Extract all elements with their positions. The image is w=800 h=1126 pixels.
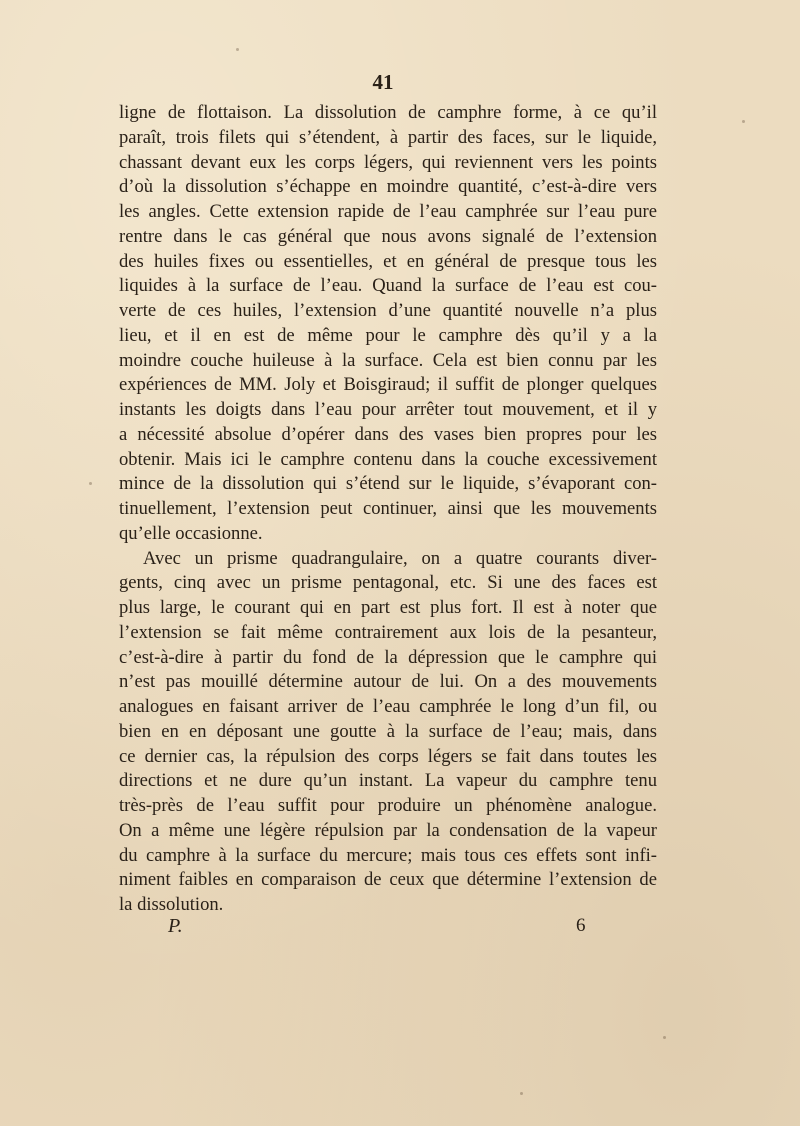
text-line: niment faibles en comparaison de ceux que détermine l’extension de — [119, 869, 657, 891]
text-line: expériences de MM. Joly et Boisgiraud; il suffit de plonger quelques — [119, 374, 657, 396]
text-line: n’est pas mouillé détermine autour de lui. On a des mouvements — [119, 671, 657, 693]
text-line: rentre dans le cas général que nous avons signalé de l’extension — [119, 225, 657, 247]
text-line: gents, cinq avec un prisme pentagonal, etc. Si une des faces est — [119, 572, 657, 594]
text-line: bien en en déposant une goutte à la surface de l’eau; mais, dans — [119, 720, 657, 742]
text-line: d’où la dissolution s’échappe en moindre quantité, c’est-à-dire vers — [119, 176, 657, 198]
text-line: chassant devant eux les corps légers, qui reviennent vers les points — [119, 151, 657, 173]
text-line: les angles. Cette extension rapide de l’eau camphrée sur l’eau pure — [119, 201, 657, 222]
text-line: plus large, le courant qui en part est plus fort. Il est à noter que — [119, 597, 657, 618]
text-line: directions et ne dure qu’un instant. La vapeur du camphre tenu — [119, 770, 657, 792]
text-line: mince de la dissolution qui s’étend sur le liquide, s’évaporant con- — [119, 473, 657, 495]
text-line: des huiles fixes ou essentielles, et en général de presque tous les — [119, 250, 657, 272]
text-line: lieu, et il en est de même pour le camphre dès qu’il y a la — [119, 324, 657, 346]
text-line: l’extension se fait même contrairement aux lois de la pesanteur, — [119, 621, 657, 643]
text-line: On a même une légère répulsion par la condensation de la vapeur — [119, 819, 657, 841]
page-number: 41 — [372, 70, 394, 94]
signature-mark: P. — [168, 915, 183, 937]
text-line: c’est-à-dire à partir du fond de la dépression que le camphre qui — [119, 646, 657, 668]
text-line: qu’elle occasionne. — [119, 522, 263, 544]
text-line: du camphre à la surface du mercure; mais tous ces effets sont infi- — [119, 844, 657, 866]
text-line: Avec un prisme quadrangulaire, on a quatre courants diver- — [143, 547, 657, 569]
text-line: la dissolution. — [119, 894, 224, 915]
text-line: moindre couche huileuse à la surface. Cela est bien connu par les — [119, 349, 657, 371]
paper-speck — [520, 1092, 523, 1095]
paper-speck — [89, 482, 92, 485]
text-line: instants les doigts dans l’eau pour arrêter tout mouvement, et il y — [119, 399, 657, 420]
paper-speck — [742, 120, 745, 123]
text-line: a nécessité absolue d’opérer dans des vases bien propres pour les — [119, 423, 657, 445]
text-line: verte de ces huiles, l’extension d’une quantité nouvelle n’a plus — [119, 300, 657, 321]
text-line: paraît, trois filets qui s’étendent, à partir des faces, sur le liquide, — [119, 126, 657, 148]
text-line: très-près de l’eau suffit pour produire un phénomène analogue. — [119, 795, 657, 816]
text-line: analogues en faisant arriver de l’eau camphrée le long d’un fil, ou — [119, 696, 657, 717]
text-line: obtenir. Mais ici le camphre contenu dans la couche excessivement — [119, 448, 657, 470]
text-line: ce dernier cas, la répulsion des corps légers se fait dans toutes les — [119, 745, 657, 767]
sheet-number: 6 — [576, 915, 586, 936]
text-line: ligne de flottaison. La dissolution de camphre forme, à ce qu’il — [119, 102, 657, 123]
paper-speck — [663, 1036, 666, 1039]
body-text — [119, 101, 657, 918]
paper-speck — [236, 48, 239, 51]
text-line: tinuellement, l’extension peut continuer, ainsi que les mouvements — [119, 498, 657, 519]
text-line: liquides à la surface de l’eau. Quand la surface de l’eau est cou- — [119, 275, 657, 297]
